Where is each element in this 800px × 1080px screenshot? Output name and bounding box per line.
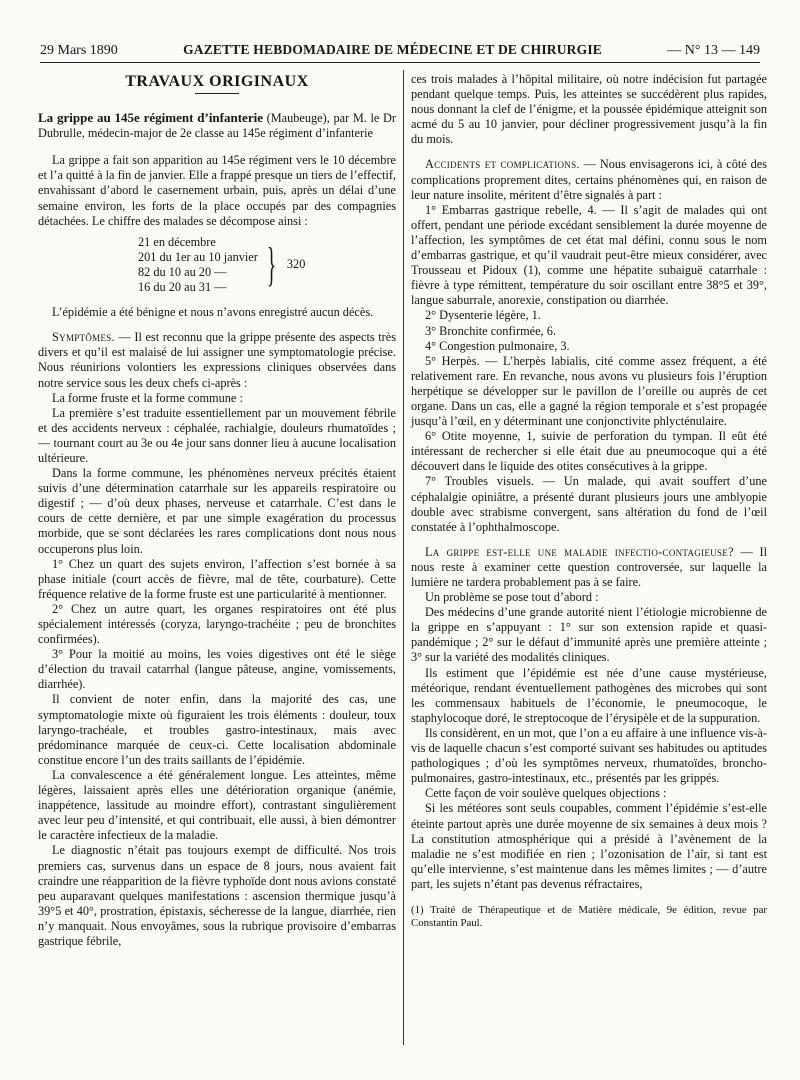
paragraph: La grippe a fait son apparition au 145e régiment vers le 10 décembre et l’a quitté à la fin de janvier. Elle a frappé presque un tiers de l’effectif, envahissant d’abord le casernement urbain, puis, après un délai d’une semaine environ, les forts de la place occupés par des compagnies détachées. Le chiffre des malades se décompose ainsi :	[38, 153, 396, 228]
title-rule	[195, 93, 239, 94]
paragraph: La convalescence a été généralement longue. Les atteintes, même légères, laissaient après elles une détérioration organique (anémie, inappétence, lassitude au moindre effort), contrastant singulièrement avec leur peu d’intensité, et qui contribuait, elle aussi, à bien démontrer le caractère infectieux de la maladie.	[38, 767, 396, 843]
paragraph: Un problème se pose tout d’abord :	[425, 590, 599, 605]
right-column	[411, 72, 767, 930]
header-page-number: — N° 13 — 149	[667, 43, 760, 58]
cases-table	[138, 235, 396, 295]
running-header	[40, 42, 760, 63]
cases-rows	[138, 235, 258, 295]
section-title: TRAVAUX ORIGINAUX	[125, 73, 309, 90]
paragraph: La forme fruste et la forme commune :	[52, 390, 243, 405]
paragraph: Cette façon de voir soulève quelques objections :	[425, 786, 667, 801]
paragraph: 3° Bronchite confirmée, 6.	[425, 323, 556, 338]
cases-row: 21 en décembre	[138, 234, 216, 249]
subsection-text: — Il est reconnu que la grippe présente des aspects très divers et qu’il est malaisé de lui assigner une symptomatologie précise. Nous réunirions volontiers les expressions cliniques observées dans notre service sous les deux chefs ci-après :	[38, 330, 396, 390]
left-column	[38, 72, 396, 949]
header-date: 29 Mars 1890	[40, 43, 118, 58]
article-heading	[38, 110, 396, 141]
paragraph: 7° Troubles visuels. — Un malade, qui avait souffert d’une céphalalgie opiniâtre, a présenté durant plusieurs jours une amblyopie double avec strabisme convergent, sans altération du fond de l’œil constatée à l’ophthalmoscope.	[411, 474, 767, 534]
paragraph: Ils estiment que l’épidémie est née d’une cause mystérieuse, météorique, rendant éventuellement pathogènes des microbes qui sont les commensaux habituels de l’économie, le pneumocoque, le staphylocoque doré, le streptocoque de l’érysipèle et de la suppuration.	[411, 665, 767, 725]
paragraph: Dans la forme commune, les phénomènes nerveux précités étaient suivis d’une détermination catarrhale sur les appareils respiratoire ou digestif ; — d’où deux phases, nerveuse et catarrhale. C’est dans le cours de cette dernière, et par une simple exagération du processus morbide, que se sont déclarées les rares complications dont nous nous occuperons plus loin.	[38, 466, 396, 556]
cases-row: 201 du 1er au 10 janvier	[138, 249, 258, 264]
paragraph: ces trois malades à l’hôpital militaire, où notre indécision fut partagée pendant quelque temps. Puis, les atteintes se succédèrent plus rapides, nous donnant la clef de l’énigme, et la poussée épidémique atteignit son acmé du 5 au 10 janvier, pour décliner progressivement jusqu’à la fin du mois.	[411, 72, 767, 147]
paragraph: Si les météores sont seuls coupables, comment l’épidémie s’est-elle éteinte partout après une durée moyenne de six semaines à deux mois ? La constitution atmosphérique qui a présidé à l’avènement de la maladie ne s’est modifiée en rien ; l’ozonisation de l’air, si tant est qu’elle intervienne, s’est maintenue dans les mêmes limites ; — d’autre part, les sujets n’étant pas devenus réfractaires,	[411, 801, 767, 891]
paragraph: 4° Congestion pulmonaire, 3.	[425, 338, 570, 353]
article-title: La grippe au 145e régiment d’infanterie	[38, 110, 263, 126]
subsection-label: La grippe est-elle une maladie infectio-contagieuse?	[425, 544, 734, 559]
spacer	[411, 535, 767, 545]
subsection-label: Accidents et complications.	[425, 157, 580, 172]
paragraph: Il convient de noter enfin, dans la majorité des cas, une symptomatologie mixte où figuraient les trois éléments : douleur, toux laryngo-trachéale, et troubles gastro-intestinaux, mais avec prédominance marquée de ceux-ci. Cette localisation abdominale constitue encore l’un des traits saillants de l’épidémie.	[38, 692, 396, 767]
paragraph: L’épidémie a été bénigne et nous n’avons enregistré aucun décès.	[52, 305, 374, 320]
paragraph: 2° Dysenterie légère, 1.	[425, 308, 541, 323]
subsection-label: Symptômes.	[52, 330, 115, 345]
paragraph-symptomes	[38, 330, 396, 390]
column-divider	[403, 70, 404, 1045]
cases-row: 16 du 20 au 31 —	[138, 280, 227, 295]
paragraph: 1° Chez un quart des sujets environ, l’affection s’est bornée à sa phase initiale (court accès de fièvre, mal de tête, courbature). Cette fréquence relative de la forme fruste est une particularité à mentionner.	[38, 556, 396, 601]
cases-row: 82 du 10 au 20 —	[138, 264, 227, 279]
header-journal-title: GAZETTE HEBDOMADAIRE DE MÉDECINE ET DE CHIRURGIE	[183, 42, 602, 57]
spacer	[38, 320, 396, 330]
paragraph-question	[411, 545, 767, 590]
paragraph: La première s’est traduite essentiellement par un mouvement fébrile et des accidents nerveux : céphalée, rachialgie, douleurs rhumatoïdes ; — tournant court au 3e ou 4e jour sans donner lieu à aucune localisation ultérieure.	[38, 405, 396, 465]
paragraph: 2° Chez un autre quart, les organes respiratoires ont été plus spécialement intéressés (coryza, laryngo-trachéite ; peu de bronchites confirmées).	[38, 601, 396, 647]
cases-total: 320	[286, 257, 306, 272]
footnote: (1) Traité de Thérapeutique et de Matière médicale, 9e édition, revue par Constantin Paul.	[411, 903, 767, 929]
spacer	[411, 147, 767, 157]
paragraph: 1° Embarras gastrique rebelle, 4. — Il s’agit de malades qui ont offert, pendant une période excédant sensiblement la durée moyenne de l’affection, les symptômes de cet état mal défini, connu sous le nom d’embarras gastrique, et qu’il vaudrait peut-être mieux considérer, avec Trousseau et Pidoux (1), comme une hépatite subaiguë catarrhale : fièvre à type rémittent, température du soir oscillant entre 38°5 et 39°, langue saburrale, anorexie, constipation ou diarrhée.	[411, 202, 767, 308]
paragraph: 6° Otite moyenne, 1, suivie de perforation du tympan. Il eût été intéressant de rechercher si elle était due au pneumocoque qui a été découvert dans le liquide des otites consécutives à la grippe.	[411, 429, 767, 474]
paragraph: Le diagnostic n’était pas toujours exempt de difficulté. Nos trois premiers cas, survenus dans un espace de 8 jours, nous avaient fait craindre une réapparition de la fièvre typhoïde dont nous avions constaté peu auparavant quelques manifestations : ascension thermique jusqu’à 39°5 et 40°, prostration, épistaxis, sécheresse de la langue, diarrhée, rien n’y manquait. Nous envoyâmes, sous la rubrique provisoire d’embarras gastrique fébrile,	[38, 843, 396, 948]
brace-symbol: }	[266, 237, 276, 291]
paragraph-accidents	[411, 157, 767, 202]
paragraph: Des médecins d’une grande autorité nient l’étiologie microbienne de la grippe en s’appuyant : 1° sur son extension rapide et quasi-pandémique ; 2° sur le défaut d’immunité après une première atteinte ; 3° sur la variété des modalités cliniques.	[411, 605, 767, 665]
subsection-text: — Nous envisagerons ici, à côté des complications proprement dites, certains phénomènes qui, en raison de leur nature insolite, méritent d’être signalés à part :	[411, 157, 767, 202]
paragraph: 3° Pour la moitié au moins, les voies digestives ont été le siège d’élection du travail catarrhal (langue pâteuse, angine, vomissements, diarrhée).	[38, 647, 396, 692]
paragraph: Ils considèrent, en un mot, que l’on a eu affaire à une influence vis-à-vis de laquelle chacun s’est comporté suivant ses habitudes ou aptitudes pathologiques ; d’où les symptômes nerveux, rhumatoïdes, broncho-pulmonaires, gastro-intestinaux, etc., présentés par les grippés.	[411, 725, 767, 786]
article-byline: (Maubeuge), par M. le Dr Dubrulle, médecin-major de 2e classe au 145e régiment d’infanterie	[38, 111, 396, 141]
subsection-text: — Il nous reste à examiner cette question controversée, sur laquelle la lumière ne tardera probablement pas à se faire.	[411, 544, 767, 589]
paragraph: 5° Herpès. — L’herpès labialis, cité comme assez fréquent, a été relativement rare. En revanche, nous avons vu plusieurs fois l’éruption herpétique se développer sur le pavillon de l’oreille ou auprès de cet organe. Dans un cas, elle a gagné la région temporale et s’est propagée jusqu’à l’œil, en y déterminant une conjonctivite phlycténulaire.	[411, 353, 767, 429]
